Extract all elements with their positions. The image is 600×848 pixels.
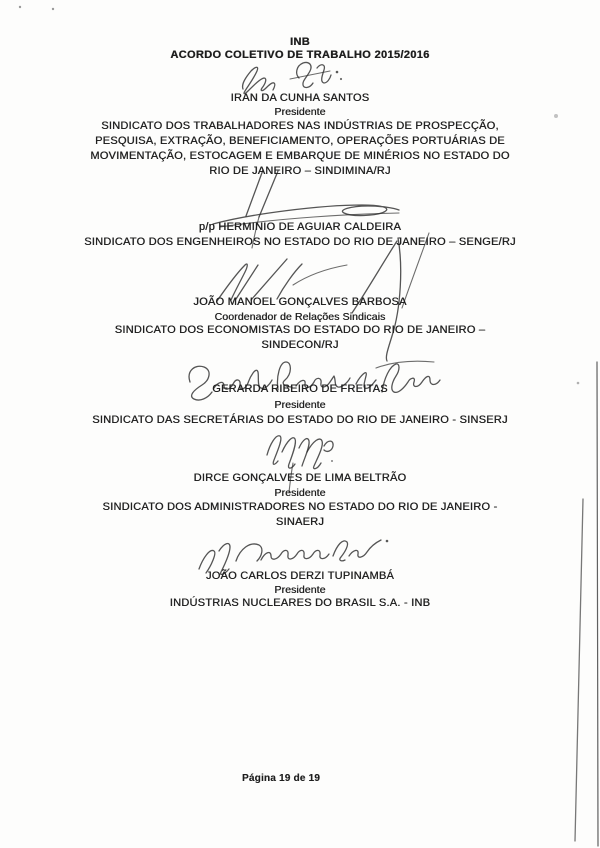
- signatory-org-line: SINDICATO DOS ADMINISTRADORES NO ESTADO DO RIO DE JANEIRO -: [102, 501, 498, 513]
- signatory-role: Presidente: [274, 584, 326, 596]
- signatory-role: Coordenador de Relações Sindicais: [214, 311, 386, 323]
- signatory-org-line: INDÚSTRIAS NUCLEARES DO BRASIL S.A. - INB: [169, 597, 431, 609]
- signatory-name: p/p HERMINIO DE AGUIAR CALDEIRA: [198, 221, 402, 233]
- signatory-org-line: SINDICATO DOS ENGENHEIROS NO ESTADO DO RIO DE JANEIRO – SENGE/RJ: [84, 236, 516, 248]
- signatory-org-line: PESQUISA, EXTRAÇÃO, BENEFICIAMENTO, OPERAÇÕES PORTUÁRIAS DE: [95, 135, 505, 147]
- signatory-name: JOÃO MANOEL GONÇALVES BARBOSA: [193, 296, 407, 308]
- signatory-org-line: SINAERJ: [275, 516, 325, 528]
- signatory-role: Presidente: [274, 106, 326, 118]
- signatory-name: GERARDA RIBEIRO DE FREITAS: [212, 383, 388, 395]
- page-number: Página 19 de 19: [242, 773, 321, 784]
- signatory-name: DIRCE GONÇALVES DE LIMA BELTRÃO: [193, 472, 407, 484]
- document-org: INB: [290, 36, 310, 48]
- signatory-name: IRAN DA CUNHA SANTOS: [230, 92, 370, 104]
- signatory-org-line: SINDICATO DOS TRABALHADORES NAS INDÚSTRIAS DE PROSPECÇÃO,: [101, 120, 499, 132]
- signature-iran-da-cunha-santos: [243, 62, 343, 93]
- signatory-org-line: SINDICATO DOS ECONOMISTAS DO ESTADO DO RIO DE JANEIRO –: [114, 324, 486, 336]
- signatory-org-line: SINDICATO DAS SECRETÁRIAS DO ESTADO DO RIO DE JANEIRO - SINSERJ: [92, 414, 508, 426]
- signatory-role: Presidente: [274, 487, 326, 499]
- signatory-org-line: SINDECON/RJ: [261, 339, 339, 351]
- signatory-name: JOÃO CARLOS DERZI TUPINAMBÁ: [205, 570, 395, 582]
- document-title: ACORDO COLETIVO DE TRABALHO 2015/2016: [170, 49, 430, 61]
- signatory-org-line: RIO DE JANEIRO – SINDIMINA/RJ: [209, 165, 391, 177]
- signatory-role: Presidente: [274, 399, 326, 411]
- signatory-org-line: MOVIMENTAÇÃO, ESTOCAGEM E EMBARQUE DE MINÉRIOS NO ESTADO DO: [90, 150, 510, 162]
